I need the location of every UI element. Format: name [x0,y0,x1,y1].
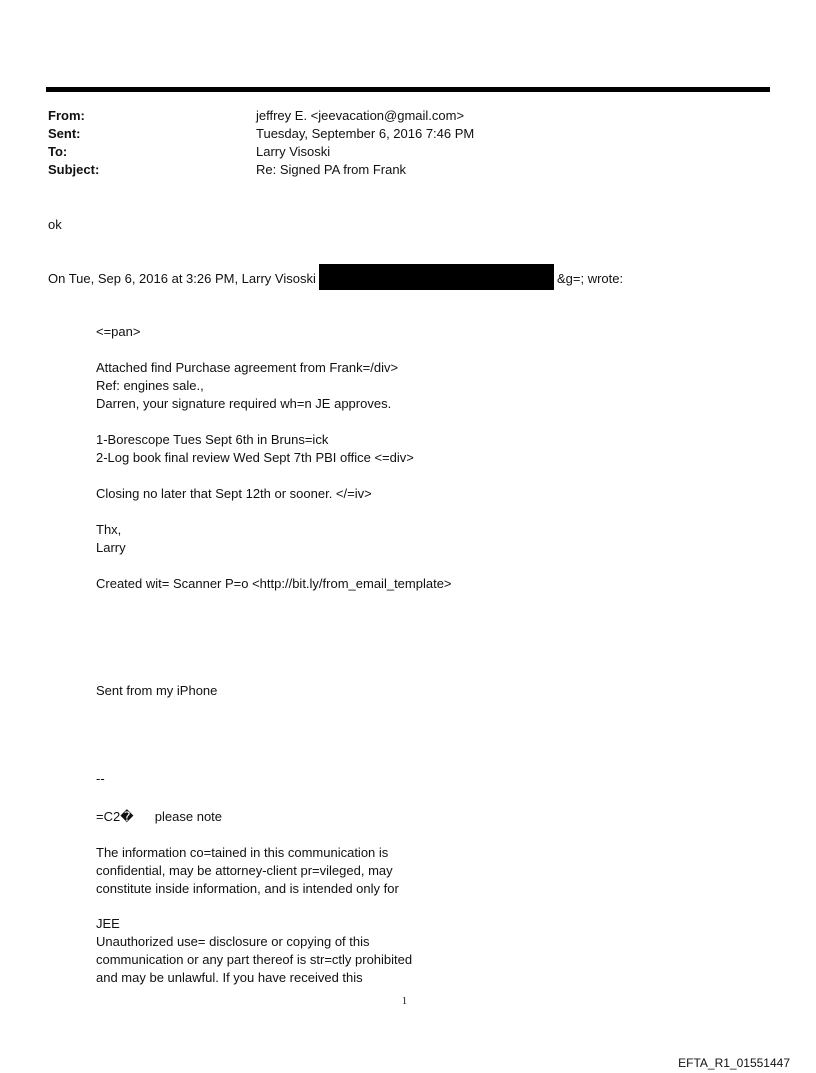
disclaimer-block-2 [96,915,412,987]
body-line: 1-Borescope Tues Sept 6th in Bruns=ick [96,432,329,447]
please-note-text: please note [154,809,223,824]
header-rule [46,87,770,92]
body-line: Closing no later that Sept 12th or sooner. </=iv> [96,486,372,501]
body-line: Sent from my iPhone [96,683,218,698]
sent-value: Tuesday, September 6, 2016 7:46 PM [256,126,475,141]
body-line: constitute inside information, and is intended only for [96,881,399,896]
from-value: jeffrey E. <jeevacation@gmail.com> [256,108,465,123]
body-line: and may be unlawful. If you have received this [96,970,363,985]
quoted-body [96,323,140,341]
page-number: 1 [402,996,407,1007]
encoded-char: =C2� [96,809,134,824]
disclaimer-block [96,844,399,898]
reply-text: ok [48,217,62,232]
quoted-steps-block [96,431,414,467]
subject-value: Re: Signed PA from Frank [256,162,407,177]
dash-separator [96,770,105,788]
please-note-line [96,808,222,826]
body-line: Attached find Purchase agreement from Frank=/div> [96,360,399,375]
body-line: Thx, [96,522,122,537]
body-line: 2-Log book final review Wed Sept 7th PBI office <=div> [96,450,414,465]
subject-label: Subject: [48,162,100,177]
quote-intro-prefix: On Tue, Sep 6, 2016 at 3:26 PM, Larry Visoski [48,271,316,286]
sent-from-line [96,682,217,700]
body-pan: <=pan> [96,324,141,339]
closing-line [96,485,372,503]
created-with-line [96,575,452,593]
body-line: confidential, may be attorney-client pr=vileged, may [96,863,393,878]
quote-intro-suffix: &g=; wrote: [557,271,624,286]
from-label: From: [48,108,85,123]
document-id: EFTA_R1_01551447 [678,1056,790,1070]
body-line: Unauthorized use= disclosure or copying of this [96,934,370,949]
body-line: -- [96,771,105,786]
body-line: Larry [96,540,126,555]
redaction-box [319,264,554,290]
sent-label: Sent: [48,126,81,141]
body-line: Ref: engines sale., [96,378,204,393]
signoff-block [96,521,126,557]
body-line: communication or any part thereof is str=ctly prohibited [96,952,413,967]
to-value: Larry Visoski [256,144,331,159]
body-line: JEE [96,916,120,931]
body-line: Darren, your signature required wh=n JE approves. [96,396,392,411]
body-line: Created wit= Scanner P=o <http://bit.ly/from_email_template> [96,576,452,591]
body-line: The information co=tained in this communication is [96,845,389,860]
quoted-message-block [96,359,398,413]
body-line [96,808,222,826]
to-label: To: [48,144,68,159]
